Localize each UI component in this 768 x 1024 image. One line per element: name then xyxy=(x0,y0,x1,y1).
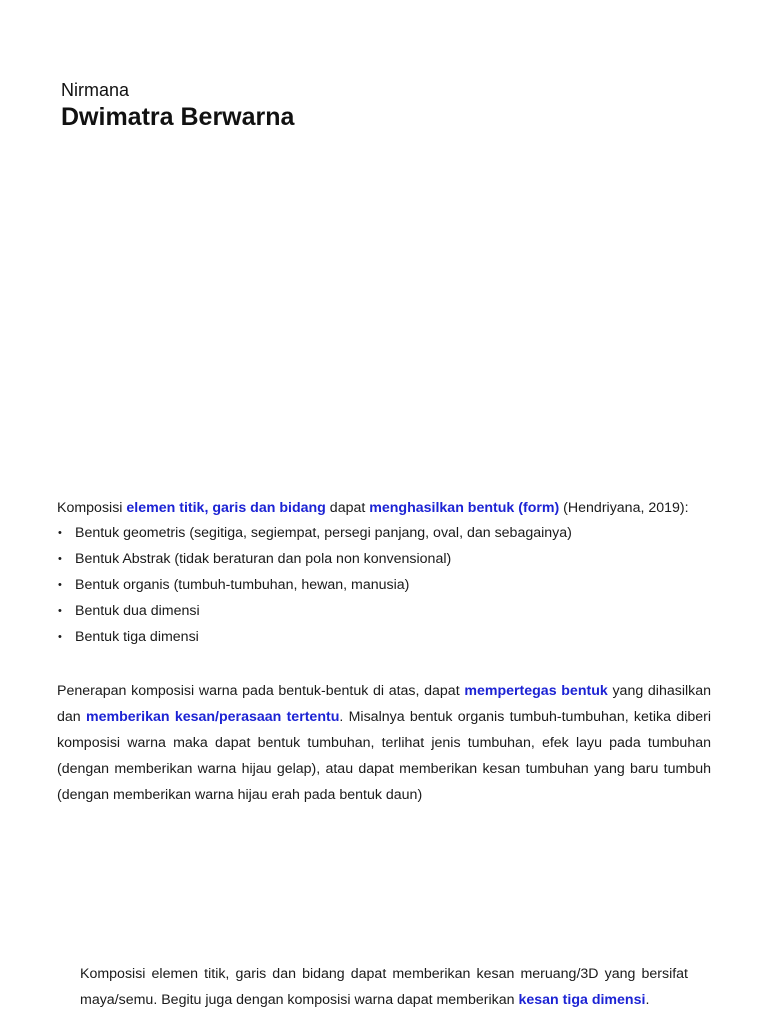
bullet-icon: • xyxy=(58,605,62,617)
closing-text-2: . xyxy=(645,992,650,1008)
bullet-icon: • xyxy=(58,579,62,591)
closing-highlight-1: kesan tiga dimensi xyxy=(518,992,646,1008)
bullet-icon: • xyxy=(58,631,62,643)
intro-text-1: Komposisi xyxy=(57,500,127,516)
body-text-2: yang dihasilkan dan xyxy=(57,683,711,725)
closing-paragraph xyxy=(80,961,688,1013)
form-list xyxy=(57,523,572,653)
list-item-text: Bentuk Abstrak (tidak beraturan dan pola non konvensional) xyxy=(75,551,452,567)
list-item xyxy=(57,523,572,549)
list-item-text: Bentuk dua dimensi xyxy=(75,603,200,619)
body-paragraph xyxy=(57,678,711,808)
list-item xyxy=(57,575,572,601)
page-title: Dwimatra Berwarna xyxy=(61,103,295,131)
intro-text-2: dapat xyxy=(325,500,370,516)
intro-paragraph xyxy=(57,499,717,517)
intro-text-3: (Hendriyana, 2019): xyxy=(559,500,689,516)
body-text-1: Penerapan komposisi warna pada bentuk-bentuk di atas, dapat xyxy=(57,683,465,699)
list-item xyxy=(57,549,572,575)
list-item-text: Bentuk organis (tumbuh-tumbuhan, hewan, manusia) xyxy=(75,577,410,593)
body-text-3: . Misalnya bentuk organis tumbuh-tumbuhan, ketika diberi komposisi warna maka dapat bentuk tumbuhan, terlihat jenis tumbuhan, efek layu pada tumbuhan (dengan memberikan warna hijau gelap), atau dapat memberikan kesan tumbuhan yang baru tumbuh (dengan memberikan warna hijau erah pada bentuk daun) xyxy=(57,709,711,803)
body-highlight-1: mempertegas bentuk xyxy=(464,683,608,699)
bullet-icon: • xyxy=(58,527,62,539)
page-subtitle: Nirmana xyxy=(61,80,130,100)
list-item-text: Bentuk geometris (segitiga, segiempat, persegi panjang, oval, dan sebagainya) xyxy=(75,525,572,541)
list-item-text: Bentuk tiga dimensi xyxy=(75,629,199,645)
intro-highlight-1: elemen titik, garis dan bidang xyxy=(126,500,326,516)
body-highlight-2: memberikan kesan/perasaan tertentu xyxy=(85,709,340,725)
intro-highlight-2: menghasilkan bentuk (form) xyxy=(369,500,560,516)
bullet-icon: • xyxy=(58,553,62,565)
list-item xyxy=(57,601,572,627)
closing-text-1: Komposisi elemen titik, garis dan bidang dapat memberikan kesan meruang/3D yang bersifat maya/semu. Begitu juga dengan komposisi warna dapat memberikan xyxy=(80,966,688,1008)
list-item xyxy=(57,627,572,653)
